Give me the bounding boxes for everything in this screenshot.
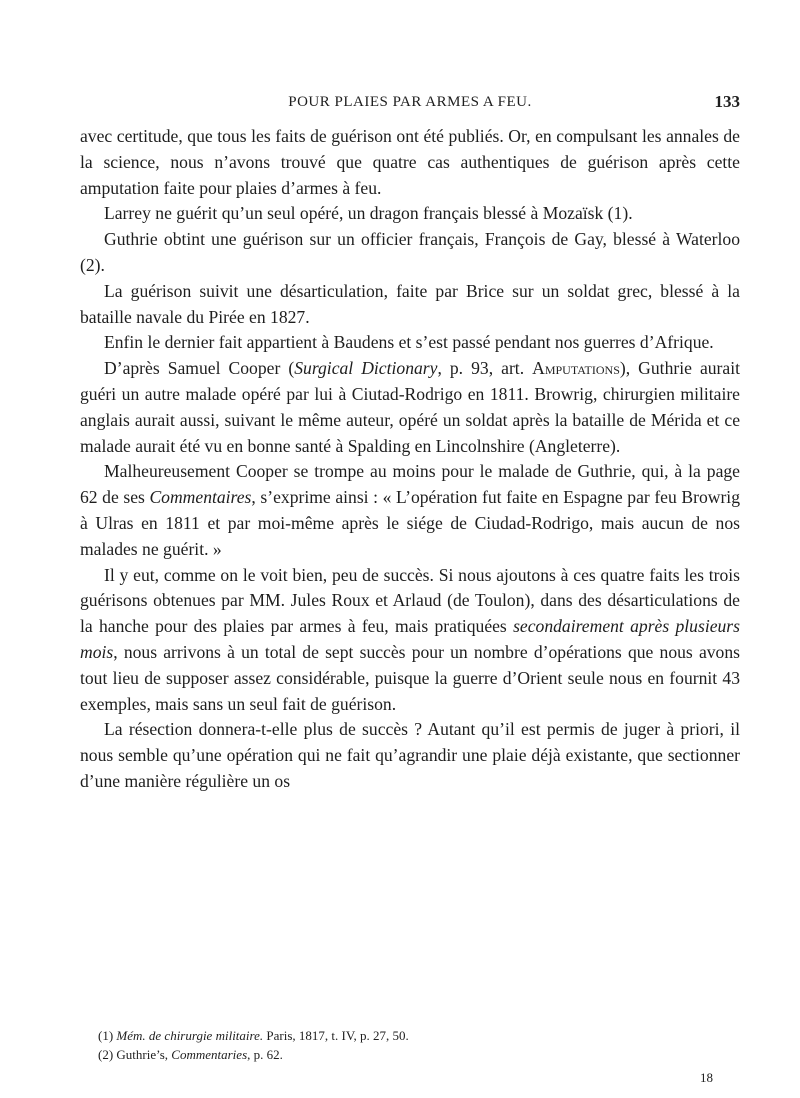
footnote-1-marker: (1) <box>98 1028 117 1043</box>
paragraph-4: La guérison suivit une désarticulation, faite par Brice sur un soldat grec, blessé à la bataille navale du Pirée en 1827. <box>80 280 740 327</box>
paragraph-1: avec certitude, que tous les faits de guérison ont été publiés. Or, en compulsant les annales de la science, nous n’avons trouvé que quatre cas authentiques de guérison après cette amputation faite pour plaies d’armes à feu. <box>80 126 740 198</box>
paragraph-8 <box>80 563 740 718</box>
paragraph-7 <box>80 459 740 562</box>
paragraph-7-text-b: , s’exprime ainsi : « L’opération fut faite en Espagne par feu Browrig à Ulras en 1811 et par moi-même après le siége de Ciudad-Rodrigo, mais aucun de nos malades ne guérit. » <box>80 487 740 559</box>
paragraph-6-italic: Surgical Dictionary <box>294 358 438 379</box>
footnote-1-rest: Paris, 1817, t. IV, p. 27, 50. <box>263 1028 409 1043</box>
footnote-2-marker: (2) Guthrie’s, <box>98 1047 172 1062</box>
running-head <box>80 92 740 116</box>
paragraph-8-text-b: , nous arrivons à un total de sept succès pour un nombre d’opérations que nous avons tout lieu de supposer assez considérable, puisque la guerre d’Orient seule nous en fournit 43 exemples, mais sans un seul fait de guérison. <box>80 641 740 714</box>
paragraph-8-italic: secondairement après plusieurs mois <box>80 616 741 662</box>
paragraph-6-text-b: , p. 93, art. <box>437 358 533 379</box>
footnote-1 <box>80 1026 740 1045</box>
page-number: 133 <box>714 92 740 111</box>
paragraph-5: Enfin le dernier fait appartient à Baudens et s’est passé pendant nos guerres d’Afrique. <box>104 332 714 353</box>
signature-mark: 18 <box>700 1070 713 1085</box>
footnote-2-rest: , p. 62. <box>247 1047 283 1062</box>
footnote-2-italic: Commentaries <box>171 1047 248 1062</box>
footnote-1-italic: Mém. de chirurgie militaire. <box>116 1028 264 1043</box>
footnotes <box>80 1026 740 1064</box>
paragraph-3: Guthrie obtint une guérison sur un officier français, François de Gay, blessé à Waterloo (2). <box>80 229 740 275</box>
running-title: POUR PLAIES PAR ARMES A FEU. <box>288 94 532 110</box>
paragraph-2: Larrey ne guérit qu’un seul opéré, un dragon français blessé à Mozaïsk (1). <box>104 203 633 224</box>
paragraph-8-text-a: Il y eut, comme on le voit bien, peu de succès. Si nous ajoutons à ces quatre faits les trois guérisons obtenues par MM. Jules Roux et Arlaud (de Toulon), dans des désarticulations de la hanche pour des plaies par armes à feu, mais pratiquées <box>80 564 740 637</box>
body-text <box>80 124 740 795</box>
paragraph-9: La résection donnera-t-elle plus de succès ? Autant qu’il est permis de juger à priori, il nous semble qu’une opération qui ne fait qu’agrandir une plaie déjà existante, que sectionner d’une manière régulière un os <box>80 719 740 791</box>
footnote-2 <box>80 1045 740 1064</box>
paragraph-7-italic: Commentaires <box>149 487 252 508</box>
paragraph-6-text-a: D’après Samuel Cooper ( <box>104 358 295 379</box>
paragraph-6-smallcaps: Amputations <box>532 358 620 379</box>
paragraph-7-text-a: Malheureusement Cooper se trompe au moins pour le malade de Guthrie, qui, à la page 62 de ses <box>80 461 740 508</box>
paragraph-6 <box>80 356 740 459</box>
paragraph-6-text-c: ), Guthrie aurait guéri un autre malade opéré par lui à Ciutad-Rodrigo en 1811. Browrig, chirurgien militaire anglais aurait aussi, suivant le même auteur, opéré un soldat après la bataille de Mérida et ce malade aurait été vu en bonne santé à Spalding en Lincolnshire (Angleterre). <box>80 358 741 456</box>
